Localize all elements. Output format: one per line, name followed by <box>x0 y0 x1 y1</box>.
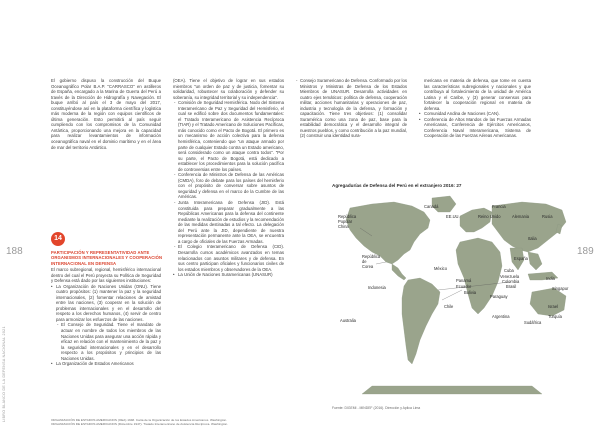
footnotes <box>51 418 351 426</box>
list-item-cid: - El Colegio Interamericano de Defensa (CID). Desarrolla cursos académicos avanzados en temas relacionados con asuntos militares y de defensa. En sus centro participan oficiales y funcionarios civiles de los estados miembros y observadores de la OEA. <box>173 244 284 272</box>
label-turquia: Turquía <box>548 314 562 319</box>
label-corea-1: República <box>362 254 381 259</box>
label-eeuu: EE.UU. <box>446 214 460 219</box>
label-australia: Australia <box>340 318 356 323</box>
label-canada: Canadá <box>424 204 439 209</box>
list-item-unasur: • La Unión de Naciones Suramericanas (UNASUR) <box>173 272 284 278</box>
label-venezuela: Venezuela <box>500 274 520 279</box>
list-item-altos-mandos: • Conferencia de Altos Mandos de las Fuerzas Armadas Americanas, Conferencia de Ejércitos Americanos, Conferencia Naval Interamericana, Sistema de Cooperación de las Fuerzas Aéreas Americanas. <box>419 117 531 139</box>
leader-corea <box>376 262 386 264</box>
column-1-section <box>51 267 161 367</box>
list-item-jid: - Junta Interamericana de Defensa (JID). Está constituida para preparar gradualmente a las Repúblicas Americanas para la defensa del continente mediante la realización de estudios y la recomendación de las medidas destinadas a tal efecto. La delegación del Perú ante la JID, dependiente de nuestra representación permanente ante la OEA, se encuentra a cargo de oficiales de las Fuerzas Armadas. <box>173 200 284 244</box>
label-mexico: México <box>434 266 447 271</box>
central-america-shape <box>392 264 406 280</box>
north-america-shape <box>346 202 430 264</box>
list-item-onu: • La Organización de Naciones Unidas (ONU). Tiene cuatro propósitos: (1) mantener la paz y la seguridad internacionales, (2) fomentar relaciones de amistad entre las naciones, (3) cooperar en la solución de problemas internacionales y en el desarrollo del respeto a los derechos humanos, (4) servir de centro para armonizar los esfuerzos de las naciones. <box>51 284 161 323</box>
label-francia: Francia <box>492 204 506 209</box>
section-intro: El marco subregional, regional, hemisférico internacional dentro del cual el Perú proyecta su Política de Seguridad y Defensa está dado por las siguientes instituciones: <box>51 267 161 284</box>
label-paraguay: Paraguay <box>490 294 508 299</box>
label-singapur: Singapur <box>552 286 569 291</box>
can-list <box>419 111 531 139</box>
institutions-list <box>51 284 161 323</box>
paragraph-continuation: mericana en materia de defensa, que tome en cuenta las características subregionales y nacionales y que contribuya al fortalecimiento de la unidad de América Latina y el Caribe, y (3) generar consensos para fortalecer la cooperación regional en materia de defensa. <box>424 78 531 111</box>
oea-intro: (OEA). Tiene el objetivo de lograr en sus estados miembros "un orden de paz y de justicia, fomentar su solidaridad, robustecer su colaboración y defender su soberanía, su integridad territorial y su independencia". <box>173 78 284 100</box>
label-chile: Chile <box>444 304 454 309</box>
label-italia: Italia <box>528 236 537 241</box>
map-source: Fuente: DIGEMI - MINDEF (2016). Dirección y Aplica Lima <box>332 406 421 410</box>
south-america-shape <box>402 278 440 364</box>
label-corea-3: Corea <box>362 264 374 269</box>
label-colombia: Colombia <box>502 279 520 284</box>
leader-bolivia <box>442 290 462 300</box>
unasur-sublist <box>295 78 407 139</box>
column-2 <box>173 78 284 278</box>
antarctica-shape <box>362 386 542 394</box>
label-argentina: Argentina <box>492 314 510 319</box>
section-number-badge: 14 <box>51 232 65 246</box>
oea-sublist <box>173 100 284 272</box>
label-india: India <box>546 276 555 281</box>
label-brasil: Brasil <box>506 284 517 289</box>
unasur-list <box>173 272 284 278</box>
list-item-oea: • La Organización de Estados Americanos <box>51 361 161 367</box>
australia-shape <box>530 288 566 316</box>
institutions-list-cont <box>51 361 161 367</box>
footnote-2: ORGANIZACIÓN DE ESTADOS AMERICANOS (Diciembre 1947). Tratado Interamericano de Asistencia Recíproca. Washington. <box>51 422 229 426</box>
page-number-right: 189 <box>577 246 594 257</box>
asia-shape <box>492 202 566 252</box>
europe-shape <box>460 208 492 232</box>
map-title: Agregadurías de Defensa del Perú en el extranjero 2016: 27 <box>332 183 462 188</box>
label-china-1: República <box>338 214 357 219</box>
onu-sublist <box>51 322 161 361</box>
column-3 <box>295 78 407 139</box>
land-masses <box>346 196 566 394</box>
label-indonesia: Indonesia <box>368 285 386 290</box>
column-1 <box>51 78 161 150</box>
section-title: PARTICIPACIÓN Y REPRESENTATIVIDAD ANTE ORGANISMOS INTERNACIONALES Y COOPERACIÓN INTERNACIONAL EN DEFENSA <box>51 250 163 266</box>
list-item-consejo-seguridad: - El Consejo de Seguridad. Tiene el mandato de actuar en nombre de todos los miembros de las Naciones Unidas para asegurar una acción rápida y eficaz en relación con el mantenimiento de la paz y la seguridad internacionales y en el desarrollo respecto a los propósitos y principios de las Naciones Unidas. <box>56 322 161 361</box>
label-israel: Israel <box>548 304 559 309</box>
list-item-can: • Comunidad Andina de Naciones (CAN). <box>419 111 531 117</box>
label-alemania: Alemania <box>512 214 530 219</box>
running-head: LIBRO BLANCO DE LA DEFENSA NACIONAL 2021 <box>2 326 6 422</box>
africa-shape <box>456 238 502 314</box>
world-map <box>332 190 570 402</box>
label-sudafrica: Sudáfrica <box>524 320 542 325</box>
page-number-left: 188 <box>6 246 23 257</box>
list-item-consejo-suramericano: - Consejo Suramericano de Defensa. Conformado por los Ministros y Ministras de Defensa de los Estados Miembros de UNASUR. Desarrolla actividades en cuatro ejes temáticos: política de defensa, cooperación militar, acciones humanitarias y operaciones de paz, industria y tecnología de la defensa, y formación y capacitación. Tiene tres objetivos: (1) consolidar Suramérica como una zona de paz, base para la estabilidad democrática y el desarrollo integral de nuestros pueblos, y como contribución a la paz mundial, (2) construir una identidad sura- <box>295 78 407 139</box>
label-china-2: Popular <box>338 219 353 224</box>
list-item-cmda: - Conferencia de Ministros de Defensa de las Américas (CMDA), foro de debate para los países del hemisferio con el propósito de conversar sobre asuntos de seguridad y defensa en el marco de la Cumbre de las Américas. <box>173 172 284 200</box>
label-espana: España <box>514 256 528 261</box>
list-item-comision-seguridad: - Comisión de Seguridad Hemisférica. Nodo del Sistema Interamericano de Paz y Seguridad del Hemisferio, el cual se edificó sobre dos documentos fundamentales: el Tratado Interamericano de Asistencia Recíproca (TIAR) y el Tratado Americano de Soluciones Pacíficas, más conocido como el Pacto de Bogotá. El primero es un mecanismo de acción colectiva para la defensa hemisférica, conteniendo que "un ataque armado por parte de cualquier Estado contra un Estado americano, será considerado como un ataque contra todos". "Por su parte, el Pacto de Bogotá, está dedicado a establecer los procedimientos para la solución pacífica de controversias entre los países. <box>173 100 284 172</box>
label-corea-2: de <box>362 259 367 264</box>
paragraph-polar-ship: El gobierno dispuso la construcción del Buque Oceanográfico Polar B.A.P. "CARRASCO" en astilleros de España, encargado a la Marina de Guerra del Perú a través de la Dirección de Hidrografía y Navegación. El buque arribó al país el 3 de mayo del 2017, constituyéndose así en la plataforma científica y logística más moderna de la región con equipos científicos de última generación. Esto permitirá al país seguir cumpliendo con los compromisos de la Comunidad Antártica, proporcionando una mejora en la capacidad para realizar levantamientos de información oceanográfica naval en el dominio marítimo y en el área de mar del territorio Antártico. <box>51 78 161 150</box>
label-panama: Panamá <box>456 278 472 283</box>
label-ecuador: Ecuador <box>456 284 472 289</box>
label-china-3: China <box>338 224 349 229</box>
label-cuba: Cuba <box>504 268 514 273</box>
label-bolivia: Bolivia <box>464 290 477 295</box>
southeast-asia-shape <box>528 252 542 270</box>
footnote-1: ORGANIZACIÓN DE ESTADOS AMERICANOS (OEA) 1948. Carta de la Organización de los Estados Americanos. Washington. <box>51 418 228 422</box>
label-rusia: Rusia <box>542 214 553 219</box>
label-reino-unido: Reino Unido <box>478 214 501 219</box>
column-4 <box>419 78 531 139</box>
